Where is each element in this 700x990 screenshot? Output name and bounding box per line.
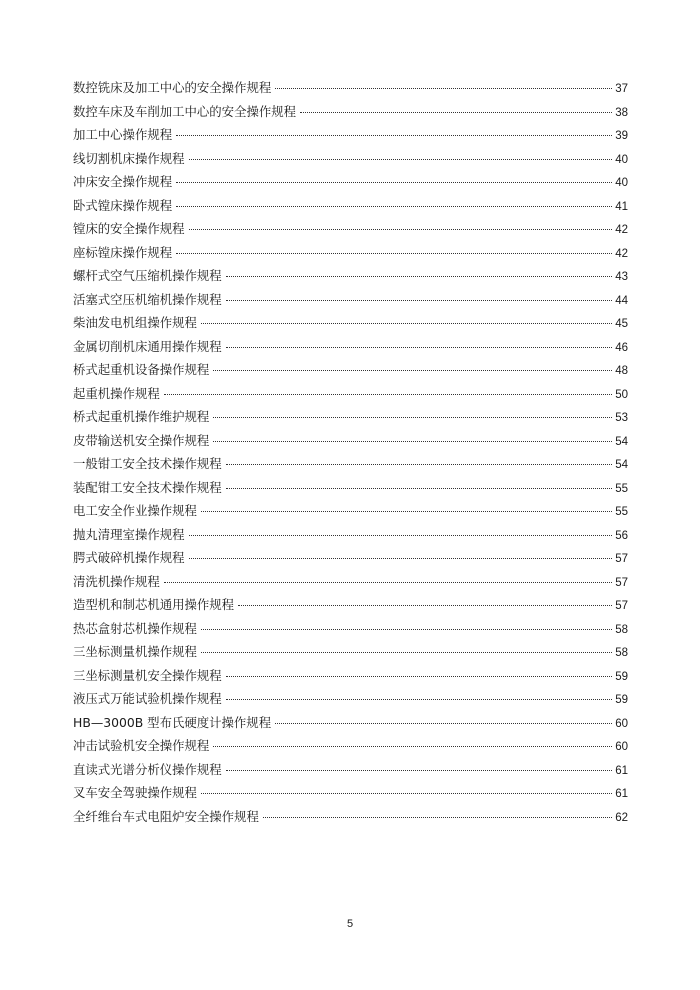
- toc-entry-title: 加工中心操作规程: [73, 127, 173, 142]
- toc-entry-title: 电工安全作业操作规程: [73, 503, 197, 518]
- dot-leader: [226, 347, 612, 348]
- dot-leader: [226, 276, 612, 277]
- toc-entry-page: 43: [615, 271, 628, 283]
- toc-entry[interactable]: [73, 196, 628, 220]
- toc-entry[interactable]: [73, 243, 628, 267]
- dot-leader: [226, 676, 612, 677]
- dot-leader: [176, 135, 612, 136]
- toc-entry[interactable]: [73, 431, 628, 455]
- toc-entry-page: 61: [615, 764, 628, 777]
- toc-entry-page: 59: [615, 694, 628, 706]
- toc-entry-title: 直读式光谱分析仪操作规程: [73, 761, 222, 777]
- toc-entry-title: 卧式镗床操作规程: [73, 197, 173, 213]
- toc-entry-title: 线切割机床操作规程: [73, 150, 185, 166]
- table-of-contents: [73, 78, 628, 830]
- dot-leader: [201, 629, 612, 630]
- toc-entry[interactable]: [73, 525, 628, 549]
- toc-entry-title: 桥式起重机操作维护规程: [73, 409, 210, 424]
- toc-entry-title: 起重机操作规程: [73, 385, 160, 401]
- dot-leader: [275, 723, 612, 724]
- toc-entry-title: 数控车床及车削加工中心的安全操作规程: [73, 103, 297, 119]
- dot-leader: [201, 323, 612, 324]
- dot-leader: [201, 793, 612, 794]
- toc-entry-page: 42: [615, 247, 628, 260]
- toc-entry-page: 37: [615, 83, 628, 95]
- toc-entry[interactable]: [73, 102, 628, 126]
- dot-leader: [213, 417, 612, 418]
- toc-entry-title: 热芯盒射芯机操作规程: [73, 620, 197, 636]
- toc-entry[interactable]: [73, 172, 628, 196]
- dot-leader: [226, 699, 612, 700]
- toc-entry-page: 57: [615, 553, 628, 565]
- toc-entry-page: 54: [615, 435, 628, 448]
- dot-leader: [201, 511, 612, 512]
- toc-entry-page: 55: [615, 482, 628, 495]
- toc-entry-page: 55: [615, 506, 628, 518]
- toc-entry[interactable]: [73, 595, 628, 619]
- toc-entry[interactable]: [73, 760, 628, 784]
- toc-entry[interactable]: [73, 219, 628, 243]
- toc-entry-page: 60: [615, 741, 628, 753]
- toc-entry-page: 40: [615, 177, 628, 189]
- toc-entry-title: 液压式万能试验机操作规程: [73, 691, 222, 706]
- toc-entry-title: 全纤维台车式电阻炉安全操作规程: [73, 808, 259, 824]
- toc-entry-title: 金属切削机床通用操作规程: [73, 338, 222, 354]
- dot-leader: [226, 464, 612, 465]
- toc-entry-page: 61: [615, 788, 628, 800]
- toc-entry-title: 装配钳工安全技术操作规程: [73, 479, 222, 495]
- toc-entry-page: 44: [615, 294, 628, 307]
- toc-entry[interactable]: [73, 689, 628, 713]
- dot-leader: [300, 112, 612, 113]
- dot-leader: [213, 370, 612, 371]
- dot-leader: [176, 206, 612, 207]
- toc-entry-title: 皮带输送机安全操作规程: [73, 432, 210, 448]
- toc-entry[interactable]: [73, 548, 628, 572]
- toc-entry[interactable]: [73, 78, 628, 102]
- dot-leader: [238, 605, 612, 606]
- toc-entry-page: 59: [615, 670, 628, 683]
- dot-leader: [176, 253, 612, 254]
- toc-entry-title: 螺杆式空气压缩机操作规程: [73, 268, 222, 283]
- toc-entry[interactable]: [73, 807, 628, 831]
- dot-leader: [275, 88, 612, 89]
- dot-leader: [189, 558, 612, 559]
- toc-entry[interactable]: [73, 478, 628, 502]
- toc-entry[interactable]: [73, 290, 628, 314]
- toc-entry-page: 57: [615, 600, 628, 612]
- toc-entry-title: 镗床的安全操作规程: [73, 221, 185, 236]
- dot-leader: [189, 159, 612, 160]
- dot-leader: [226, 770, 612, 771]
- toc-entry-page: 58: [615, 647, 628, 659]
- toc-entry-page: 56: [615, 529, 628, 542]
- toc-entry-title: 三坐标测量机安全操作规程: [73, 667, 222, 683]
- toc-entry[interactable]: [73, 572, 628, 596]
- toc-entry-title: 数控铣床及加工中心的安全操作规程: [73, 80, 272, 95]
- dot-leader: [226, 488, 612, 489]
- dot-leader: [189, 535, 612, 536]
- toc-entry-title: 三坐标测量机操作规程: [73, 644, 197, 659]
- toc-entry[interactable]: [73, 266, 628, 290]
- page-number: 5: [346, 918, 354, 930]
- toc-entry-title: HB—3000B 型布氏硬度计操作规程: [73, 714, 272, 730]
- dot-leader: [164, 582, 612, 583]
- toc-entry-page: 38: [615, 106, 628, 119]
- toc-entry[interactable]: [73, 337, 628, 361]
- dot-leader: [213, 746, 612, 747]
- toc-entry-title: 叉车安全驾驶操作规程: [73, 785, 197, 800]
- toc-entry-page: 62: [615, 811, 628, 824]
- toc-entry-page: 57: [615, 576, 628, 589]
- toc-entry[interactable]: [73, 619, 628, 643]
- dot-leader: [226, 300, 612, 301]
- toc-entry-page: 53: [615, 412, 628, 424]
- toc-entry-page: 39: [615, 130, 628, 142]
- toc-entry[interactable]: [73, 360, 628, 384]
- toc-entry-page: 48: [615, 365, 628, 377]
- toc-entry-page: 46: [615, 341, 628, 354]
- toc-entry-page: 58: [615, 623, 628, 636]
- dot-leader: [201, 652, 612, 653]
- toc-entry-title: 座标镗床操作规程: [73, 244, 173, 260]
- toc-entry-title: 柴油发电机组操作规程: [73, 315, 197, 330]
- toc-entry-page: 50: [615, 388, 628, 401]
- toc-entry-title: 一般钳工安全技术操作规程: [73, 456, 222, 471]
- toc-entry-page: 41: [615, 200, 628, 213]
- dot-leader: [176, 182, 612, 183]
- dot-leader: [263, 817, 612, 818]
- dot-leader: [189, 229, 612, 230]
- toc-entry[interactable]: [73, 313, 628, 337]
- dot-leader: [213, 441, 612, 442]
- toc-entry-title: 清洗机操作规程: [73, 573, 160, 589]
- toc-entry-title: 活塞式空压机缩机操作规程: [73, 291, 222, 307]
- toc-entry[interactable]: [73, 454, 628, 478]
- toc-entry-page: 60: [615, 717, 628, 730]
- toc-entry-title: 冲床安全操作规程: [73, 174, 173, 189]
- toc-entry[interactable]: [73, 501, 628, 525]
- toc-entry[interactable]: [73, 783, 628, 807]
- toc-entry[interactable]: [73, 149, 628, 173]
- toc-entry[interactable]: [73, 125, 628, 149]
- toc-entry[interactable]: [73, 713, 628, 737]
- toc-entry-title: 冲击试验机安全操作规程: [73, 738, 210, 753]
- toc-entry[interactable]: [73, 642, 628, 666]
- toc-entry-page: 40: [615, 153, 628, 166]
- toc-entry[interactable]: [73, 666, 628, 690]
- toc-entry[interactable]: [73, 736, 628, 760]
- toc-entry-title: 造型机和制芯机通用操作规程: [73, 597, 235, 612]
- toc-entry[interactable]: [73, 384, 628, 408]
- toc-entry-title: 抛丸清理室操作规程: [73, 526, 185, 542]
- toc-entry[interactable]: [73, 407, 628, 431]
- toc-entry-title: 桥式起重机设备操作规程: [73, 362, 210, 377]
- toc-entry-title: 腭式破碎机操作规程: [73, 550, 185, 565]
- toc-entry-page: 45: [615, 318, 628, 330]
- toc-entry-page: 42: [615, 224, 628, 236]
- toc-entry-page: 54: [615, 459, 628, 471]
- dot-leader: [164, 394, 612, 395]
